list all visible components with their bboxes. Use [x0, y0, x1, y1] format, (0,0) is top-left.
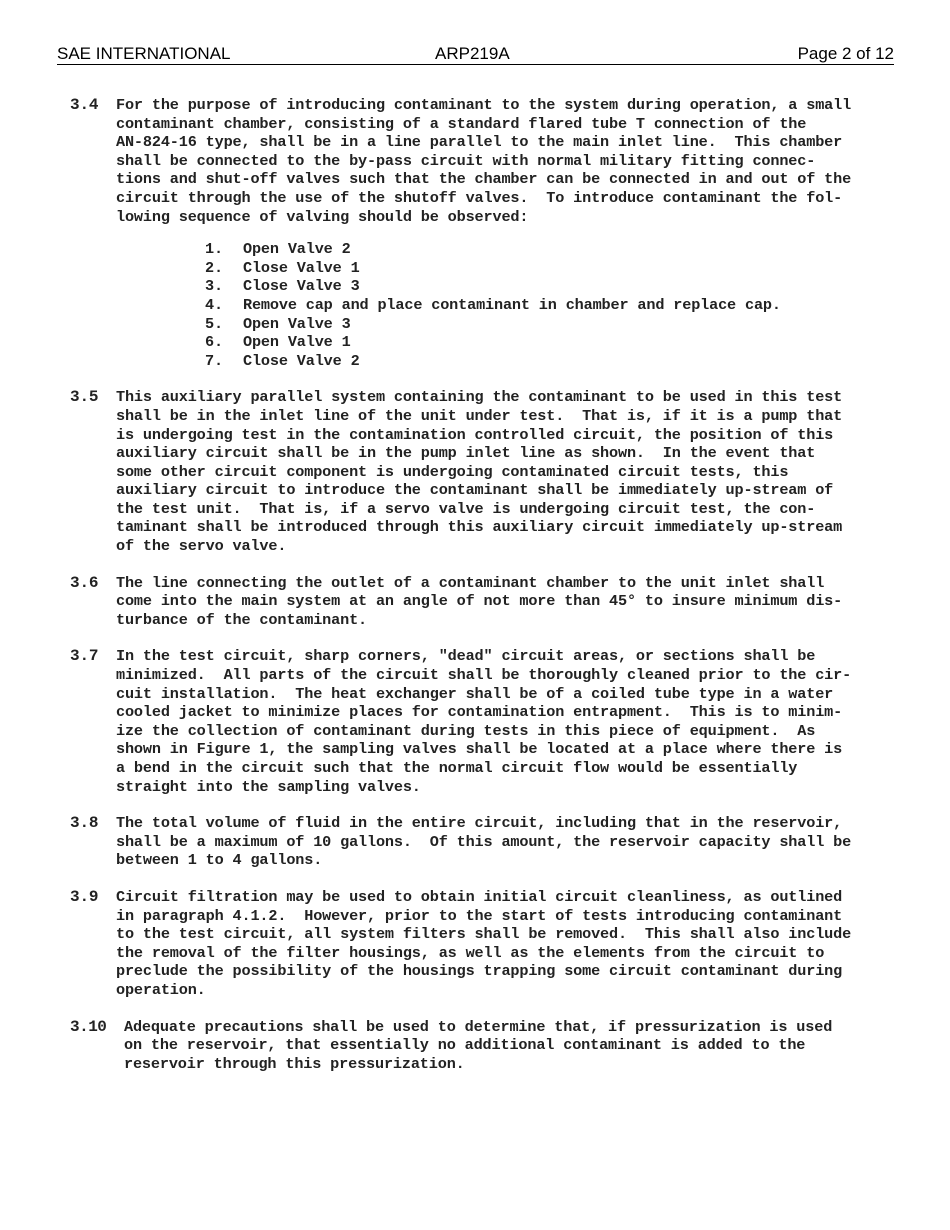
paragraph-line: ize the collection of contaminant during tests in this piece of equipment. As — [116, 721, 816, 740]
section-number: 3.7 — [70, 647, 99, 666]
paragraph-line: Adequate precautions shall be used to determine that, if pressurization is used — [124, 1017, 833, 1036]
section-3-10 — [70, 1018, 890, 1074]
paragraph-line: shall be connected to the by-pass circuit with normal military fitting connec- — [116, 151, 816, 170]
paragraph-line: shall be a maximum of 10 gallons. Of this amount, the reservoir capacity shall be — [116, 832, 852, 851]
section-number: 3.9 — [70, 887, 99, 906]
step-number: 5. — [205, 314, 223, 333]
step-text: Close Valve 1 — [243, 258, 360, 277]
paragraph-line: the test unit. That is, if a servo valve is undergoing circuit test, the con- — [116, 499, 816, 518]
paragraph-line: a bend in the circuit such that the normal circuit flow would be essentially — [116, 759, 798, 777]
paragraph-line: auxiliary circuit shall be in the pump inlet line as shown. In the event that — [116, 444, 816, 463]
step-text: Close Valve 2 — [243, 351, 360, 370]
list-item — [205, 315, 890, 334]
page-header — [57, 44, 894, 65]
list-item — [205, 259, 890, 278]
list-item — [205, 352, 890, 371]
paragraph-line: on the reservoir, that essentially no additional contaminant is added to the — [124, 1036, 806, 1055]
step-text: Open Valve 2 — [243, 240, 351, 259]
paragraph-line: to the test circuit, all system filters shall be removed. This shall also include — [116, 925, 852, 944]
paragraph-line: preclude the possibility of the housings trapping some circuit contaminant during — [116, 962, 843, 981]
paragraph-line: contaminant chamber, consisting of a standard flared tube T connection of the — [116, 114, 807, 133]
list-item — [205, 277, 890, 296]
paragraph-line: The total volume of fluid in the entire circuit, including that in the reservoir, — [116, 814, 843, 833]
section-number: 3.8 — [70, 814, 99, 833]
step-number: 2. — [205, 258, 223, 277]
document-body — [70, 96, 890, 1091]
list-item — [205, 333, 890, 352]
header-organization: SAE INTERNATIONAL — [57, 44, 231, 63]
section-3-4 — [70, 96, 890, 370]
section-3-8 — [70, 814, 890, 870]
paragraph-line: reservoir through this pressurization. — [124, 1054, 465, 1073]
paragraph-line: shall be in the inlet line of the unit under test. That is, if it is a pump that — [116, 406, 843, 425]
paragraph-line: In the test circuit, sharp corners, "dead" circuit areas, or sections shall be — [116, 647, 816, 666]
paragraph-line: circuit through the use of the shutoff valves. To introduce contaminant the fol- — [116, 188, 843, 207]
step-number: 3. — [205, 277, 223, 296]
paragraph-line: some other circuit component is undergoing contaminated circuit tests, this — [116, 462, 789, 481]
paragraph-line: operation. — [116, 980, 206, 999]
paragraph-line: For the purpose of introducing contaminant to the system during operation, a small — [116, 96, 852, 114]
paragraph-line: between 1 to 4 gallons. — [116, 851, 323, 870]
paragraph-line: shown in Figure 1, the sampling valves shall be located at a place where there is — [116, 740, 843, 759]
header-page-number: Page 2 of 12 — [797, 44, 894, 63]
paragraph-line: cuit installation. The heat exchanger shall be of a coiled tube type in a water — [116, 684, 834, 703]
step-number: 1. — [205, 240, 223, 259]
section-3-9 — [70, 888, 890, 1000]
step-number: 6. — [205, 333, 223, 352]
paragraph-line: lowing sequence of valving should be observed: — [116, 207, 529, 226]
valving-sequence-list — [116, 240, 890, 370]
paragraph-line: AN-824-16 type, shall be in a line parallel to the main inlet line. This chamber — [116, 133, 843, 152]
paragraph-line: Circuit filtration may be used to obtain initial circuit cleanliness, as outlined — [116, 887, 843, 906]
paragraph-line: in paragraph 4.1.2. However, prior to the start of tests introducing contaminant — [116, 906, 843, 925]
paragraph-line: This auxiliary parallel system containing the contaminant to be used in this test — [116, 388, 843, 407]
paragraph-line: come into the main system at an angle of not more than 45° to insure minimum dis- — [116, 592, 843, 611]
paragraph-line: auxiliary circuit to introduce the contaminant shall be immediately up-stream of — [116, 481, 834, 500]
paragraph-line: The line connecting the outlet of a contaminant chamber to the unit inlet shall — [116, 573, 825, 592]
paragraph-line: straight into the sampling valves. — [116, 777, 421, 796]
list-item — [205, 296, 890, 315]
paragraph-line: cooled jacket to minimize places for contamination entrapment. This is to minim- — [116, 703, 843, 722]
paragraph-line: minimized. All parts of the circuit shall be thoroughly cleaned prior to the cir- — [116, 666, 852, 685]
list-item — [205, 240, 890, 259]
step-number: 4. — [205, 295, 223, 314]
step-text: Open Valve 1 — [243, 333, 351, 352]
section-3-6 — [70, 574, 890, 630]
step-text: Close Valve 3 — [243, 277, 360, 296]
step-text: Remove cap and place contaminant in chamber and replace cap. — [243, 295, 781, 314]
header-document-id: ARP219A — [435, 44, 510, 63]
section-number: 3.5 — [70, 388, 99, 407]
section-3-5 — [70, 388, 890, 555]
step-number: 7. — [205, 351, 223, 370]
paragraph-line: turbance of the contaminant. — [116, 610, 367, 629]
paragraph-line: tions and shut-off valves such that the chamber can be connected in and out of the — [116, 170, 852, 189]
section-3-7 — [70, 647, 890, 796]
step-text: Open Valve 3 — [243, 314, 351, 333]
paragraph-line: of the servo valve. — [116, 537, 287, 556]
paragraph-line: the removal of the filter housings, as well as the elements from the circuit to — [116, 943, 825, 962]
section-number: 3.10 — [70, 1017, 107, 1036]
paragraph-line: is undergoing test in the contamination controlled circuit, the position of this — [116, 425, 834, 444]
paragraph-line: taminant shall be introduced through this auxiliary circuit immediately up-stream — [116, 518, 843, 537]
section-number: 3.6 — [70, 573, 99, 592]
section-number: 3.4 — [70, 96, 99, 114]
